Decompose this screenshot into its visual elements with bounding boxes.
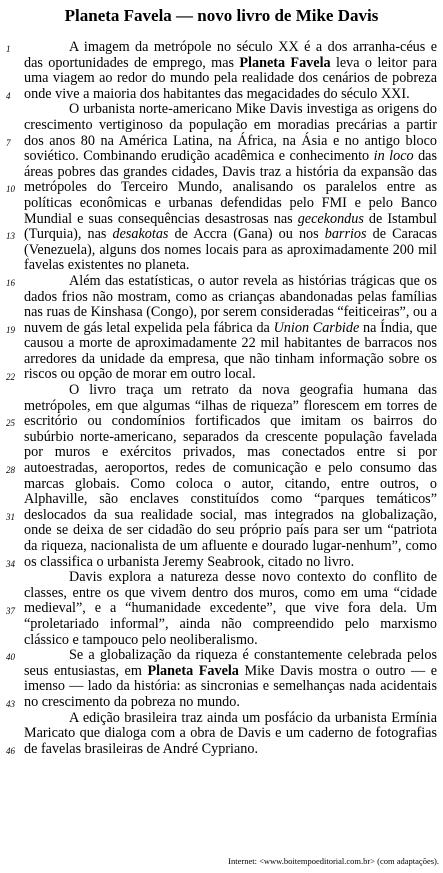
paragraph [24,383,437,570]
line-number: 19 [6,324,15,335]
line-number: 7 [6,137,11,148]
line-number: 46 [6,746,15,756]
line-number: 16 [6,278,15,288]
line-number: 4 [6,90,11,101]
paragraph-text: de Caracas (Venezuela), alguns dos nomes locais para as aproximadamente 200 mil favelas existentes no planeta. [24,226,437,274]
line-number: 10 [6,184,15,195]
italic-term: in loco [373,148,414,165]
line-number: 25 [6,418,15,429]
paragraph [24,274,437,383]
paragraph-text: Davis explora a natureza desse novo contexto do conflito de classes, entre os que vivem dentro dos muros, como em uma “cidade medieval”, e a “humanidade excedente”, que vive fora dela. Um “proletariado informal”, ainda não compreendido pelo marxismo clássico e tampouco pelo neoliberalismo. [24,569,437,648]
paragraph [24,570,437,648]
paragraph [24,648,437,710]
paragraph-text: Além das estatísticas, o autor revela as histórias trágicas que os dados frios não mostram, como as crianças abandonadas pelas famílias nas ruas de Kinshasa (Congo), por serem consideradas “feiticeiras”, ou a nuvem de gás letal expelida pela fábrica da [24,272,437,336]
paragraph-text: O urbanista norte-americano Mike Davis investiga as origens do crescimento vertiginoso da população em moradias precárias a partir dos anos 80 na América Latina, na África, na Ásia e no antigo bloco soviético. Combinando erudição acadêmica e conhecimento [24,101,437,165]
paragraph-text: A imagem da metrópole no século XX é a dos arranha-céus e das oportunidades de emprego, mas [24,39,437,71]
book-title: Planeta Favela [147,662,239,679]
italic-term: Union Carbide [273,319,360,336]
paragraph [24,102,437,274]
line-number: 37 [6,605,15,616]
line-number: 22 [6,371,15,382]
article-body [24,40,437,757]
italic-term: gecekondus [297,210,364,227]
paragraph-text: de Accra (Gana) ou nos [168,226,325,243]
line-number: 40 [6,652,15,663]
paragraph-text: das áreas pobres das grandes cidades, Davis traz a história da expansão das metrópoles do Terceiro Mundo, analisando os paralelos entre as políticas econômicas e urbanas defendidas pelo FMI e pelo Banco Mundial e suas consequências desastrosas nas [24,148,438,227]
document-title: Planeta Favela — novo livro de Mike Davis [64,6,379,25]
source-citation: Internet: <www.boitempoeditorial.com.br> (com adaptações). [228,856,439,866]
line-number: 1 [6,44,11,54]
paragraph-text: A edição brasileira traz ainda um posfácio da urbanista Ermínia Maricato que dialoga com a obra de Davis e um caderno de fotografias de favelas brasileiras de André Cypriano. [24,709,437,757]
line-number: 28 [6,465,15,476]
book-title: Planeta Favela [239,54,331,71]
paragraph-text: leva o leitor para uma viagem ao redor do mundo pela realidade dos cenários de pobreza onde vive a maioria dos habitantes das megacidades do século XXI. [24,54,438,102]
italic-term: barrios [324,226,367,243]
line-number: 43 [6,699,15,710]
line-number: 13 [6,231,15,242]
line-number: 34 [6,558,15,569]
paragraph-text: Se a globalização da riqueza é constantemente celebrada pelos seus entusiastas, em [24,647,437,679]
paragraph [24,711,437,758]
paragraph-text: Mike Davis mostra o outro — e imenso — lado da história: as sincronias e semelhanças nada acidentais no crescimento da pobreza no mundo. [24,662,437,710]
paragraph-text: na Índia, que causou a morte de aproximadamente 22 mil habitantes de barracos nos arredores da unidade da empresa, que não tinham informação sobre os riscos ou opção de morar em outro local. [24,319,437,383]
italic-term: desakotas [112,226,169,243]
paragraph-text: O livro traça um retrato da nova geografia humana das metrópoles, em que algumas “ilhas de riqueza” florescem em torres de escritório ou condomínios fortificados que imitam os bairros do subúrbio norte-americano, separados da crescente população favelada por muros e exércitos privados, mas conectados entre si por autoestradas, aeroportos, redes de comunicação e pelo consumo das marcas globais. Como coloca o autor, citando, entre outros, o Alphaville, são enclaves constituídos como “parques temáticos” deslocados da sua realidade social, mas integrados na globalização, onde se deixa de ser cidadão do seu próprio país para ser um “patriota da riqueza, nacionalista de um afluente e dourado lugar-nenhum”, como os classifica o urbanista Jeremy Seabrook, citado no livro. [24,382,437,570]
paragraph-text: de Istambul (Turquia), nas [24,210,437,243]
paragraph [24,40,437,102]
line-number: 31 [6,512,15,522]
